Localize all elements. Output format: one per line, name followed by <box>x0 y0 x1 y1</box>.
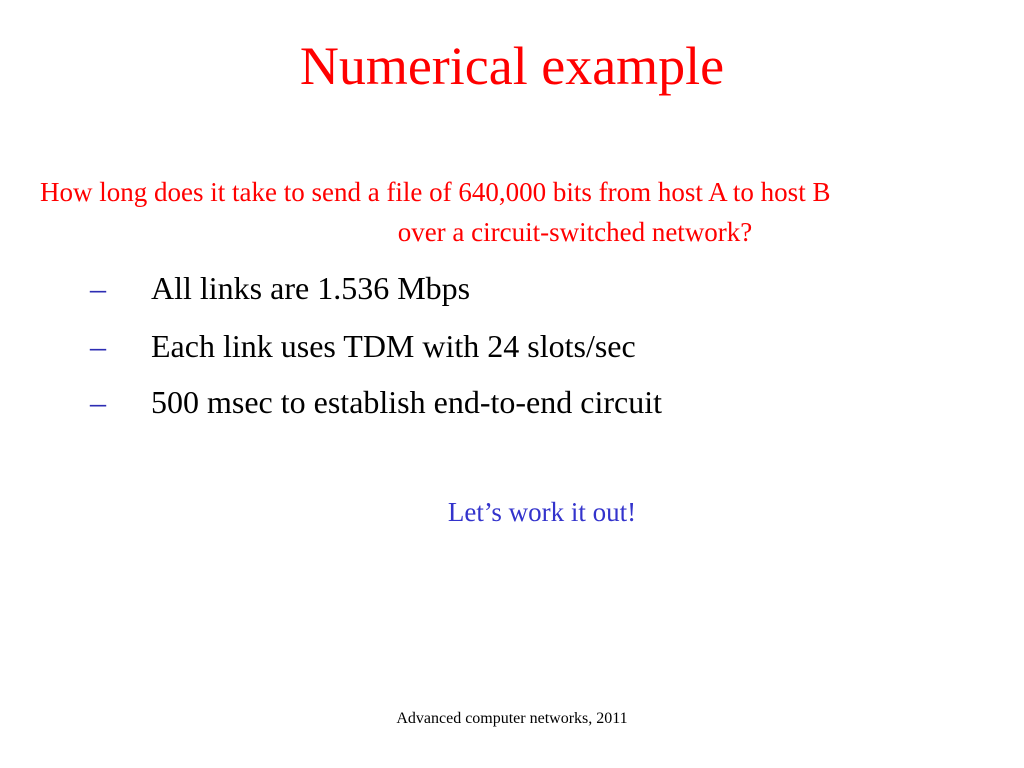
bullet-item-circuit-setup <box>0 378 1024 426</box>
bullet-item-link-speed <box>0 264 1024 312</box>
bullet-text: Each link uses TDM with 24 slots/sec <box>151 328 636 364</box>
bullet-text: 500 msec to establish end-to-end circuit <box>151 384 662 420</box>
question-line-2: over a circuit-switched network? <box>397 217 753 247</box>
bullet-dash-icon: – <box>90 270 106 306</box>
bullet-item-tdm <box>0 322 1024 370</box>
bullet-dash-icon: – <box>90 384 106 420</box>
call-to-action-text: Let’s work it out! <box>447 497 637 527</box>
bullet-text: All links are 1.536 Mbps <box>151 270 471 306</box>
question-line-1: How long does it take to send a file of 640,000 bits from host A to host B <box>40 177 831 207</box>
slide-title: Numerical example <box>299 36 725 96</box>
slide-footer: Advanced computer networks, 2011 <box>396 710 628 727</box>
bullet-dash-icon: – <box>90 328 106 364</box>
